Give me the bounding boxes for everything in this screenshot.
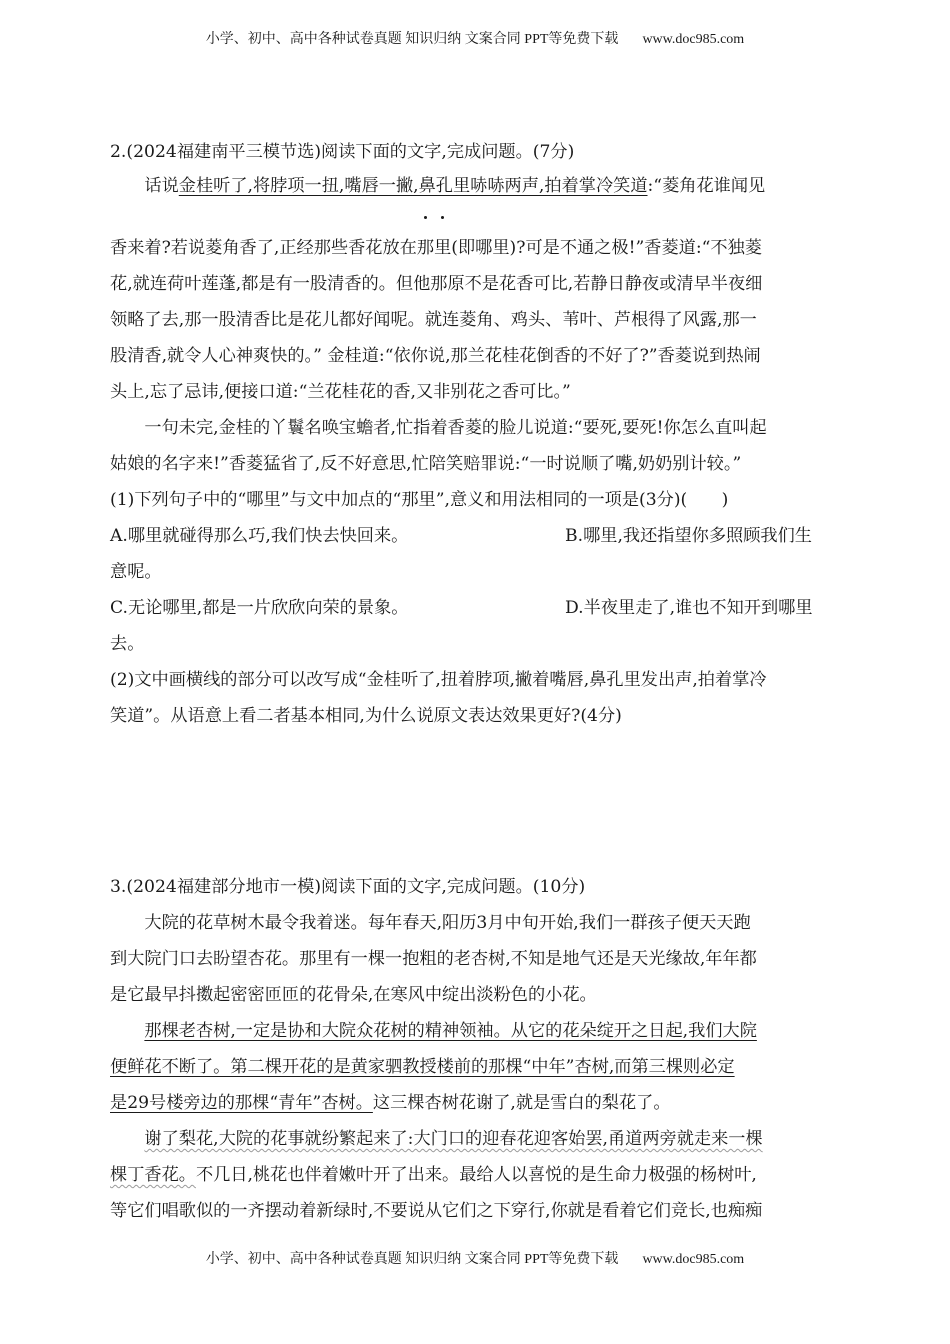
passage-line: 姑娘的名字来!”香菱猛省了,反不好意思,忙陪笑赔罪说:“一时说顺了嘴,奶奶别计较。” — [110, 454, 742, 474]
underlined-text: 金桂听了,将脖项一扭,嘴唇一撇,鼻孔里哧哧两声,拍着掌冷笑道 — [178, 176, 648, 196]
footer-url[interactable]: www.doc985.com — [642, 1252, 745, 1267]
question-2-passage — [110, 168, 840, 734]
subquestion-2-stem-cont: 笑道”。从语意上看二者基本相同,为什么说原文表达效果更好?(4分) — [110, 706, 622, 726]
question-3-title: 3.(2024福建部分地市一模)阅读下面的文字,完成问题。(10分) — [110, 877, 586, 897]
passage-line: 大院的花草树木最令我着迷。每年春天,阳历3月中旬开始,我们一群孩子便天天跑 — [144, 913, 751, 933]
passage-line: 股清香,就令人心神爽快的。” 金桂道:“依你说,那兰花桂花倒香的不好了?”香菱说到热闹 — [110, 346, 761, 366]
header-url[interactable]: www.doc985.com — [642, 32, 745, 47]
passage-line: 到大院门口去盼望杏花。那里有一棵一抱粗的老杏树,不知是地气还是天光缘故,年年都 — [110, 949, 757, 969]
underlined-text: 便鲜花不断了。第二棵开花的是黄家驷教授楼前的那棵“中年”杏树,而第三棵则必定 — [110, 1057, 735, 1077]
passage-text: 话说 — [144, 176, 179, 196]
subquestion-2-stem: (2)文中画横线的部分可以改写成“金桂听了,扭着脖项,撇着嘴唇,鼻孔里发出声,拍着掌冷 — [110, 670, 767, 690]
underlined-text: 那棵老杏树,一定是协和大院众花树的精神领袖。从它的花朵绽开之日起,我们大院 — [144, 1021, 757, 1041]
emphasis-dot-char: 里 — [434, 230, 451, 266]
wavy-underlined-text: 谢了梨花,大院的花事就纷繁起来了:大门口的迎春花迎客始罢,甬道两旁就走来一棵 — [144, 1129, 763, 1149]
passage-text: 香来着?若说菱角香了,正经那些香花放在 — [110, 238, 417, 258]
passage-line: 领略了去,那一股清香比是花儿都好闻呢。就连菱角、鸡头、苇叶、芦根得了风露,那一 — [110, 310, 757, 330]
option-c[interactable]: C.无论哪里,都是一片欣欣向荣的景象。 — [110, 598, 409, 618]
subquestion-1-stem: (1)下列句子中的“哪里”与文中加点的“那里”,意义和用法相同的一项是(3分)( ) — [110, 490, 729, 510]
options-row-cd — [110, 590, 840, 626]
passage-text: 这三棵杏树花谢了,就是雪白的梨花了。 — [372, 1093, 671, 1113]
passage-line: 一句未完,金桂的丫鬟名唤宝蟾者,忙指着香菱的脸儿说道:“要死,要死!你怎么直叫起 — [144, 418, 767, 438]
underlined-text: 是29号楼旁边的那棵“青年”杏树。 — [110, 1093, 373, 1113]
option-d[interactable]: D.半夜里走了,谁也不知开到哪里 — [565, 598, 813, 618]
passage-line: 等它们唱歌似的一齐摆动着新绿时,不要说从它们之下穿行,你就是看着它们竞长,也痴痴 — [110, 1201, 763, 1221]
passage-line: 是它最早抖擞起密密匝匝的花骨朵,在寒风中绽出淡粉色的小花。 — [110, 985, 597, 1005]
wavy-underlined-text: 棵丁香花。 — [110, 1165, 196, 1185]
options-row-ab — [110, 518, 840, 554]
option-b-wrap: 意呢。 — [110, 562, 162, 582]
option-b[interactable]: B.哪里,我还指望你多照顾我们生 — [565, 526, 812, 546]
passage-line — [110, 1085, 840, 1121]
passage-line — [110, 1049, 840, 1085]
question-3-passage — [110, 905, 840, 1229]
passage-text: (即哪里)?可是不通之极!”香菱道:“不独菱 — [451, 238, 762, 258]
passage-line — [110, 1121, 840, 1157]
question-2-title: 2.(2024福建南平三模节选)阅读下面的文字,完成问题。(7分) — [110, 142, 575, 162]
passage-line — [110, 1157, 840, 1193]
passage-line: 花,就连荷叶莲蓬,都是有一股清香的。但他那原不是花香可比,若静日静夜或清早半夜细 — [110, 274, 763, 294]
footer-text: 小学、初中、高中各种试卷真题 知识归纳 文案合同 PPT等免费下载 — [205, 1252, 619, 1267]
passage-text: :“菱角花谁闻见 — [647, 176, 766, 196]
option-d-wrap: 去。 — [110, 634, 145, 654]
passage-line: 头上,忘了忌讳,便接口道:“兰花桂花的香,又非别花之香可比。” — [110, 382, 571, 402]
passage-line — [110, 230, 840, 266]
passage-line — [110, 168, 840, 204]
page-footer — [0, 1248, 950, 1268]
passage-text: 不几日,桃花也伴着嫩叶开了出来。最给人以喜悦的是生命力极强的杨树叶, — [195, 1165, 757, 1185]
emphasis-dot-char: 那 — [417, 230, 434, 266]
page-header — [0, 28, 950, 48]
option-a[interactable]: A.哪里就碰得那么巧,我们快去快回来。 — [110, 526, 409, 546]
header-text: 小学、初中、高中各种试卷真题 知识归纳 文案合同 PPT等免费下载 — [205, 32, 619, 47]
passage-line — [110, 1013, 840, 1049]
